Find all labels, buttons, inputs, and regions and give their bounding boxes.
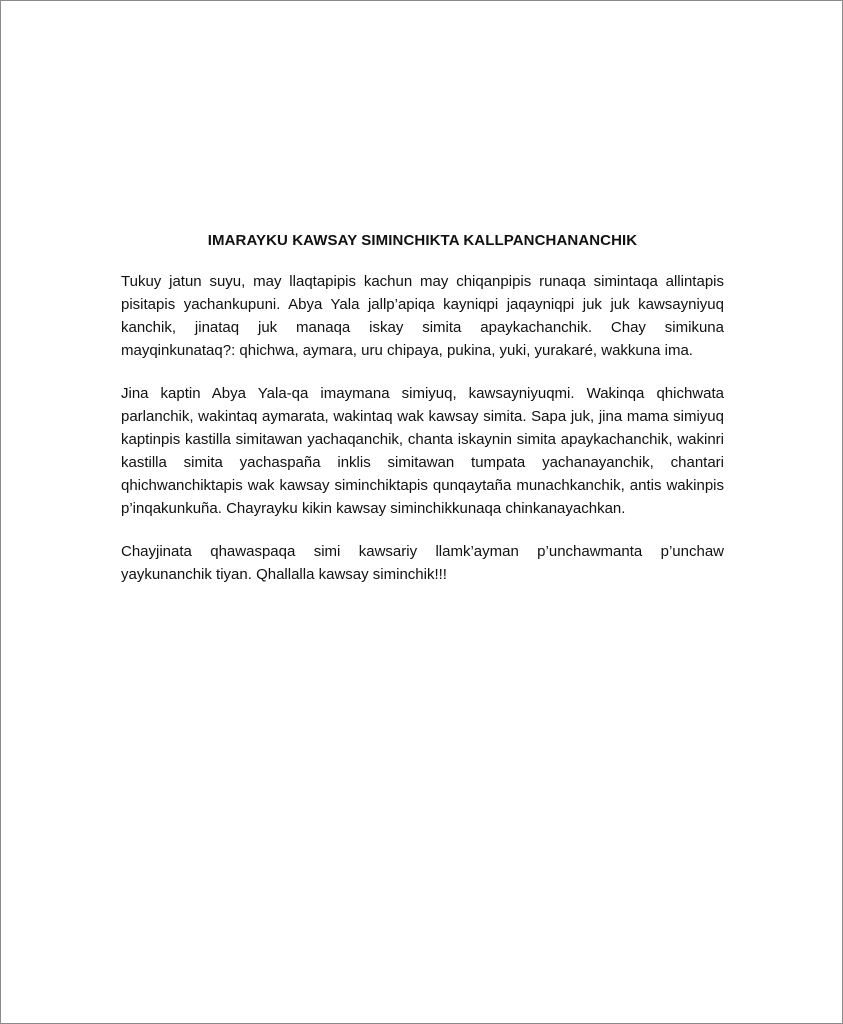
paragraph: Jina kaptin Abya Yala-qa imaymana simiyuq, kawsayniyuqmi. Wakinqa qhichwata parlanchik, wakintaq aymarata, wakintaq wak kawsay simita. Sapa juk, jina mama simiyuq kaptinpis kastilla simitawan yachaqanchik, chanta iskaynin simita apaykachanchik, wakinri kastilla simita yachaspaña inklis simitawan tumpata yachanayanchik, chantari qhichwanchiktapis wak kawsay siminchiktapis qunqaytaña munachkanchik, antis wakinpis p’inqakunkuña. Chayrayku kikin kawsay siminchikkunaqa chinkanayachkan. <box>121 385 724 517</box>
document-title: IMARAYKU KAWSAY SIMINCHIKTA KALLPANCHANANCHIK <box>207 232 638 249</box>
paragraph: Chayjinata qhawaspaqa simi kawsariy llamk’ayman p’unchawmanta p’unchaw yaykunanchik tiyan. Qhallalla kawsay siminchik!!! <box>121 543 724 583</box>
paragraph: Tukuy jatun suyu, may llaqtapipis kachun may chiqanpipis runaqa simintaqa allintapis pisitapis yachankupuni. Abya Yala jallp’apiqa kayniqpi jaqayniqpi juk juk kawsayniyuq kanchik, jinataq juk manaqa iskay simita apaykachanchik. Chay simikuna mayqinkunataq?: qhichwa, aymara, uru chipaya, pukina, yuki, yurakaré, wakkuna ima. <box>121 273 724 359</box>
document-body <box>121 228 724 606</box>
